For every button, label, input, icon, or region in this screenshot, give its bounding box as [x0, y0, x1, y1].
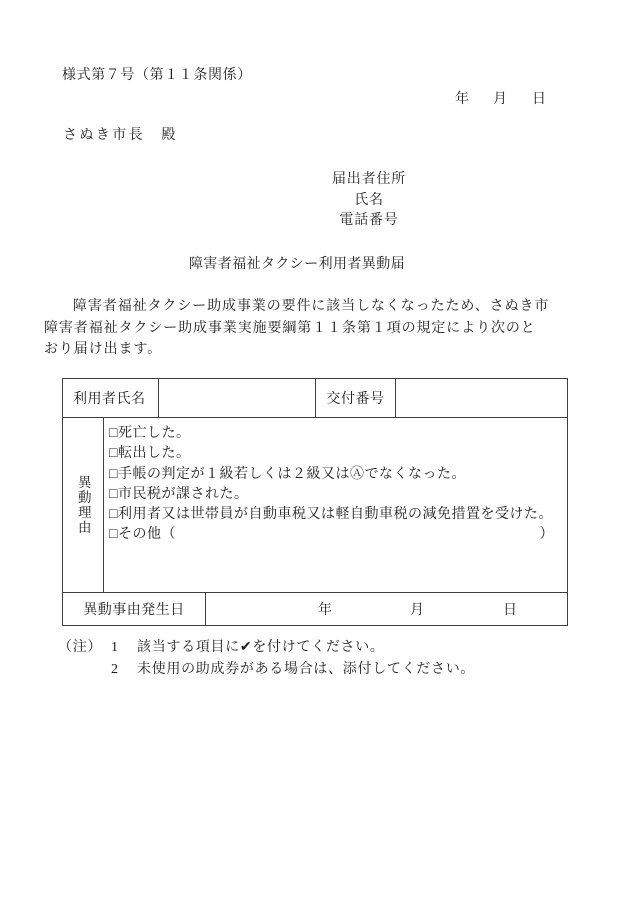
reporter-phone-label: 電話番号	[339, 213, 399, 229]
checkbox-icon: □	[109, 426, 118, 441]
change-date-label-cell: 異動事由発生日	[63, 593, 206, 625]
table-row-change-date	[63, 593, 567, 625]
reporter-address-label: 届出者住所	[332, 172, 406, 187]
reason-option-vehicle-tax[interactable]	[109, 505, 554, 525]
user-name-label-cell: 利用者氏名	[63, 379, 159, 417]
body-paragraph-line: 障害者福祉タクシー助成事業実施要綱第１１条第１項の規定により次のと	[44, 320, 536, 336]
body-paragraph	[44, 296, 549, 361]
reason-option-label: 利用者又は世帯員が自動車税又は軽自動車税の減免措置を受けた。	[117, 507, 553, 523]
change-date-input-cell[interactable]	[206, 593, 567, 625]
reason-option-label: 手帳の判定が１級若しくは２級又はⒶでなくなった。	[117, 466, 466, 482]
reason-option-other[interactable]	[109, 525, 554, 545]
note-text: 未使用の助成券がある場合は、添付してください。	[137, 661, 476, 677]
checkbox-icon: □	[109, 486, 118, 502]
other-close-paren: ）	[539, 527, 554, 543]
change-date-year-label: 年	[318, 603, 332, 618]
addressee: さぬき市長 殿	[63, 128, 178, 143]
note-number: 1	[111, 640, 119, 655]
reason-option-label: 市民税が課された。	[117, 486, 249, 502]
reason-option-grade-changed[interactable]	[109, 465, 554, 485]
reason-label-vertical: 異動理由	[75, 475, 91, 535]
reason-option-label: 死亡した。	[117, 426, 191, 441]
body-paragraph-line: 障害者福祉タクシー助成事業の要件に該当しなくなったため、さぬき市	[73, 299, 550, 314]
note-number: 2	[111, 661, 119, 677]
reason-option-death[interactable]	[109, 424, 554, 444]
form-table	[62, 378, 568, 626]
header-year-label: 年	[455, 92, 469, 107]
reason-label-cell	[63, 418, 104, 592]
issue-number-input-cell[interactable]	[396, 379, 567, 417]
form-number: 様式第７号（第１１条関係）	[62, 68, 252, 83]
issue-number-label-cell: 交付番号	[316, 379, 396, 417]
notes	[58, 637, 475, 681]
table-row-user	[63, 379, 567, 418]
change-date-day-label: 日	[503, 603, 517, 618]
header-day-label: 日	[532, 92, 546, 107]
note-item-1	[58, 637, 475, 659]
checkbox-icon: □	[109, 466, 118, 482]
header-date-line	[0, 88, 630, 107]
checkbox-icon: □	[109, 527, 118, 543]
reason-option-label: 転出した。	[117, 446, 191, 462]
reason-option-label: その他（	[117, 527, 176, 543]
document-title: 障害者福祉タクシー利用者異動届	[189, 257, 405, 272]
header-month-label: 月	[493, 92, 507, 107]
user-name-input-cell[interactable]	[159, 379, 316, 417]
reporter-name-label: 氏名	[354, 192, 384, 208]
change-date-month-label: 月	[410, 603, 424, 618]
body-paragraph-line: おり届け出ます。	[44, 342, 163, 357]
reason-options-cell	[104, 418, 567, 592]
note-item-2	[58, 659, 475, 681]
table-row-reasons	[63, 418, 567, 593]
reporter-block	[279, 170, 459, 232]
reason-option-city-tax[interactable]	[109, 485, 554, 505]
note-prefix-spacer	[58, 659, 111, 681]
reason-option-moved-out[interactable]	[109, 444, 554, 464]
checkbox-icon: □	[109, 507, 118, 523]
note-prefix: （注）	[58, 640, 103, 655]
note-text: 該当する項目に✔を付けてください。	[137, 640, 385, 655]
checkbox-icon: □	[109, 446, 118, 462]
